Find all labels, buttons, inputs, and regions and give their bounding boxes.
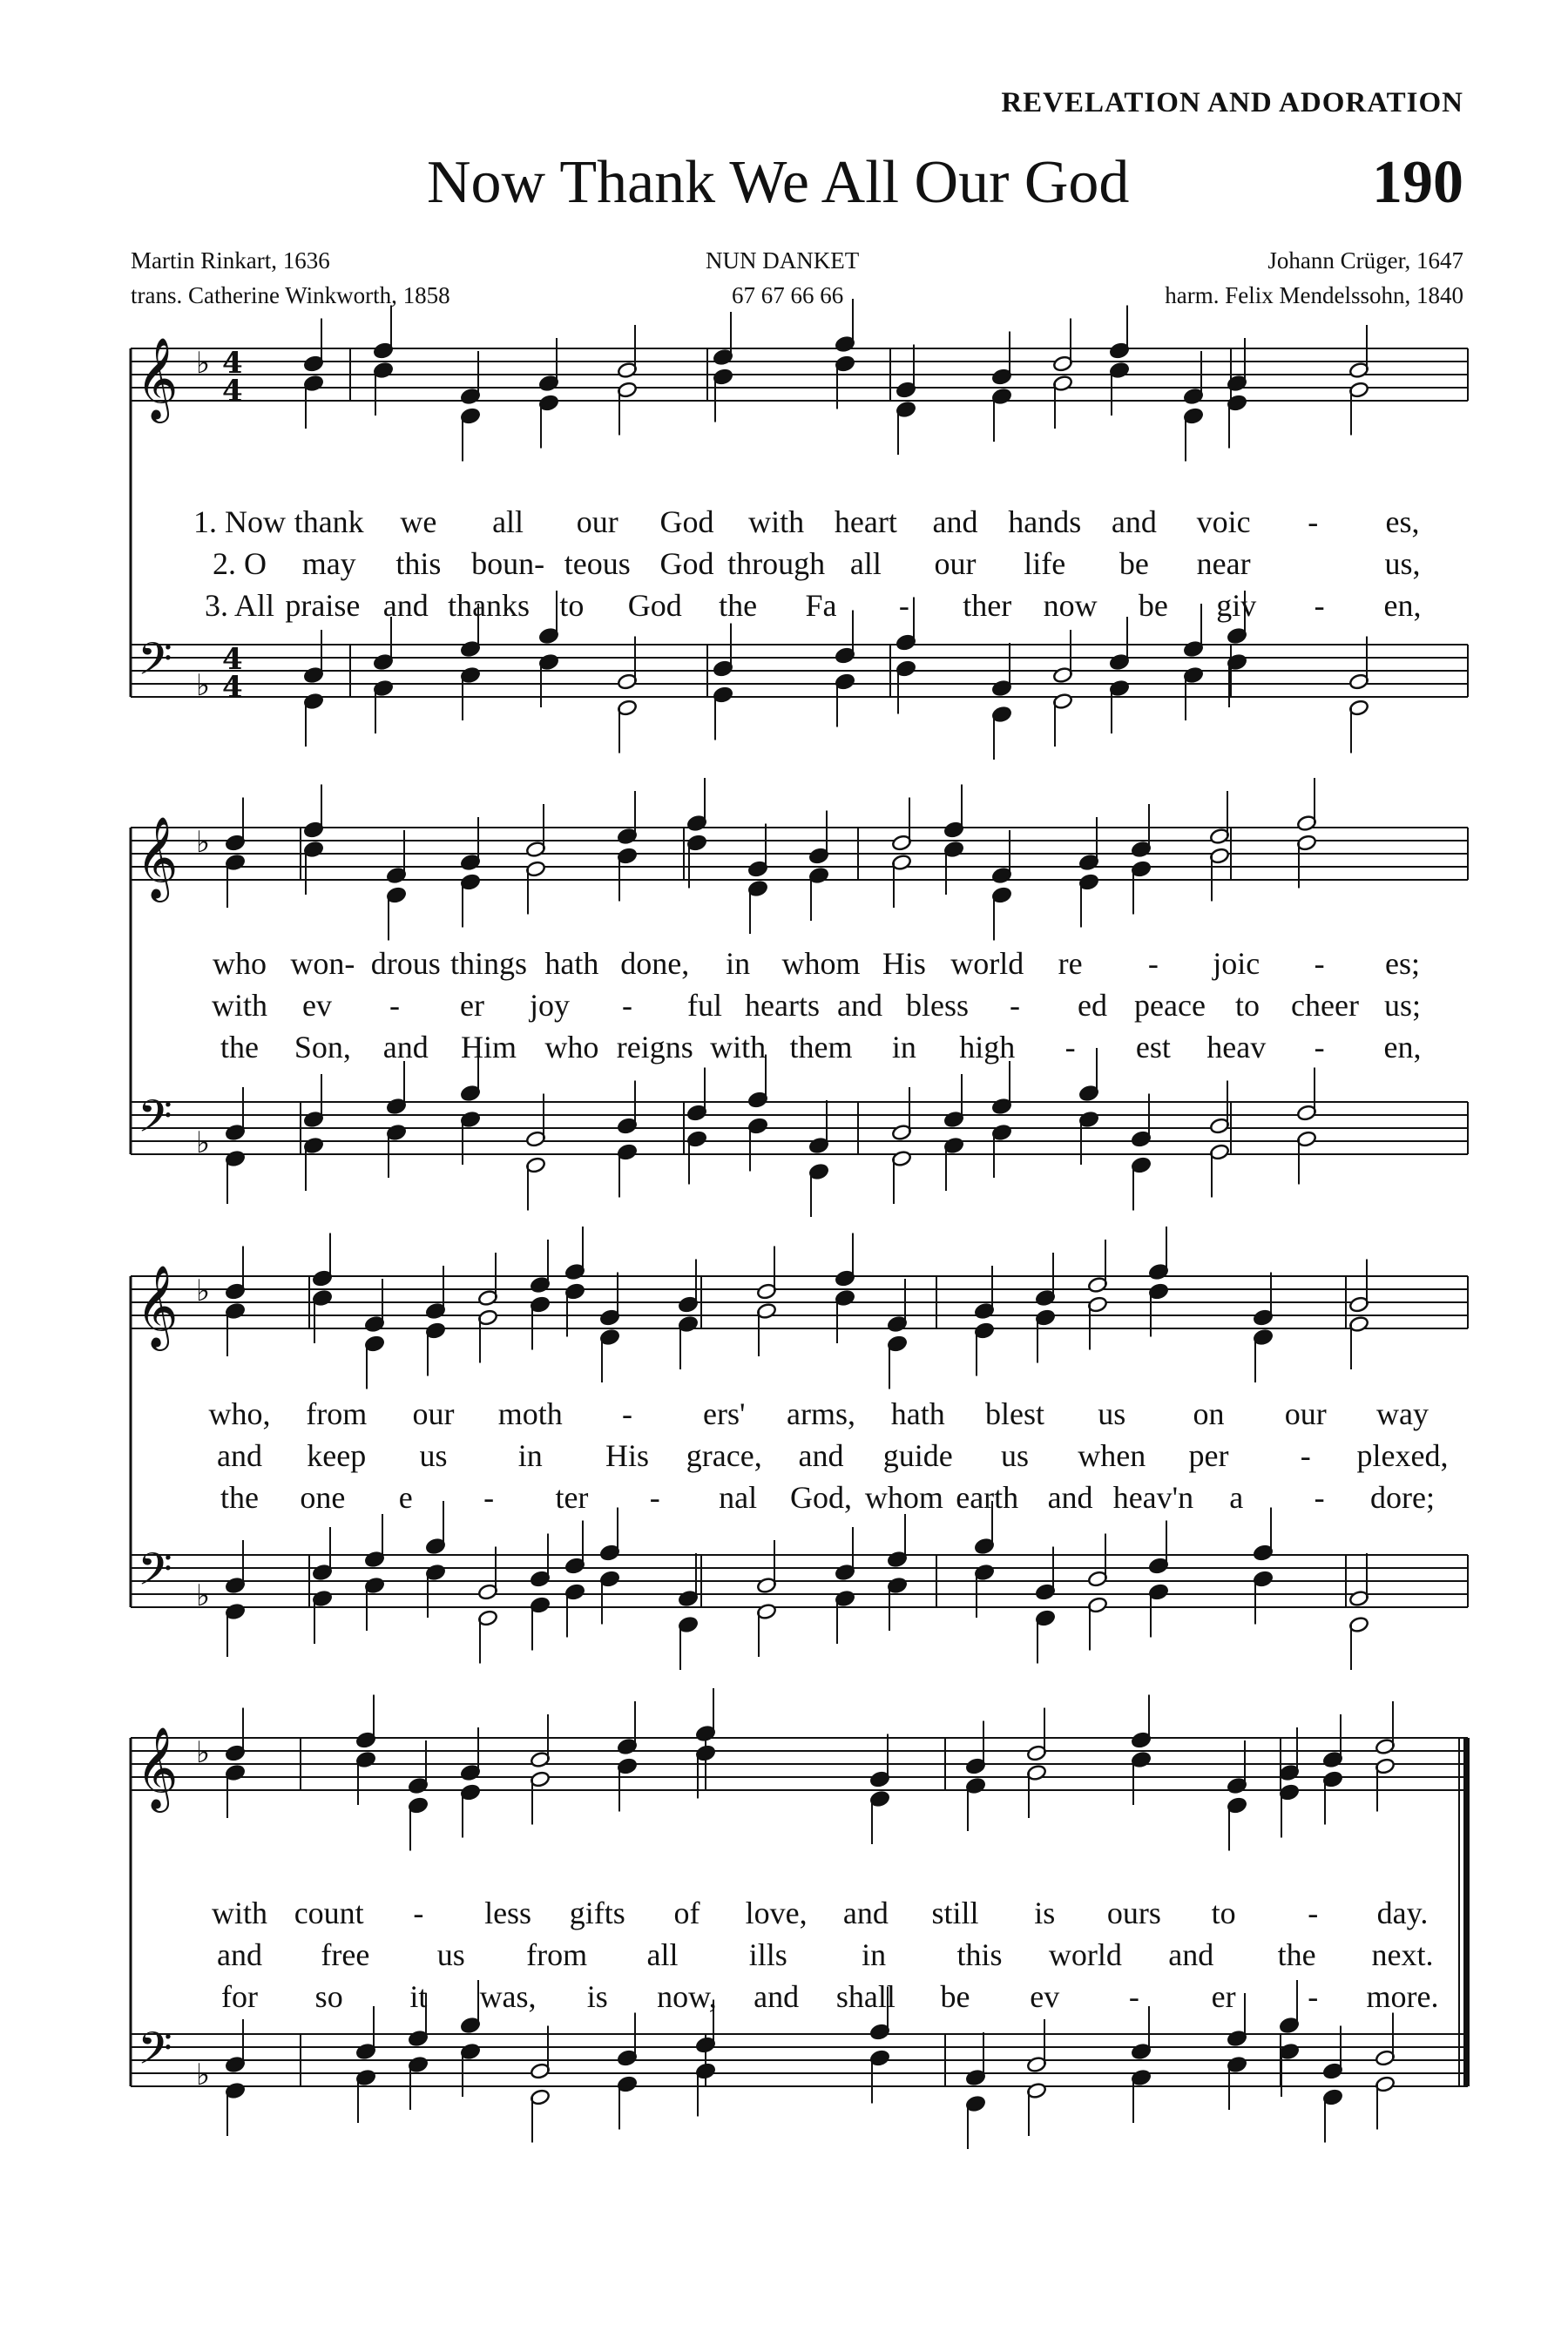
lyric-syllable: hearts xyxy=(745,988,820,1023)
lyric-syllable: whom xyxy=(781,946,861,981)
lyric-syllable: be xyxy=(1138,588,1168,623)
harmonizer: harm. Felix Mendelssohn, 1840 xyxy=(1165,282,1463,308)
treble-clef-icon: 𝄞 xyxy=(136,337,179,420)
lyric-syllable: in xyxy=(726,946,751,981)
lyric-syllable: the xyxy=(220,1030,259,1064)
lyric-syllable: and xyxy=(932,504,978,539)
lyric-syllable: - xyxy=(1308,1896,1319,1930)
lyric-syllable: blest xyxy=(985,1396,1044,1431)
lyric-syllable: ful xyxy=(687,988,722,1023)
lyric-syllable: and xyxy=(217,1937,262,1972)
treble-clef-icon: 𝄞 xyxy=(136,1265,179,1348)
key-flat-icon: ♭ xyxy=(196,2058,211,2092)
lyric-syllable: with xyxy=(211,988,268,1023)
lyric-syllable: our xyxy=(934,546,977,581)
lyric-syllable: and xyxy=(837,988,882,1023)
lyric-syllable: heav xyxy=(1206,1030,1267,1064)
lyric-syllable: 2. O xyxy=(213,546,267,581)
lyric-syllable: - xyxy=(622,988,632,1023)
lyric-syllable: in xyxy=(891,1030,916,1064)
lyric-syllable: to xyxy=(1211,1896,1236,1930)
lyric-syllable: ers' xyxy=(703,1396,746,1431)
lyric-syllable: our xyxy=(412,1396,455,1431)
lyric-syllable: the xyxy=(1277,1937,1316,1972)
lyric-syllable: who xyxy=(213,946,267,981)
lyric-syllable: ev xyxy=(1030,1979,1060,2014)
lyric-syllable: en, xyxy=(1383,1030,1422,1064)
lyric-syllable: the xyxy=(719,588,758,623)
lyric-syllable: ed xyxy=(1078,988,1107,1023)
lyric-syllable: shall xyxy=(835,1979,896,2014)
lyric-syllable: in xyxy=(862,1937,887,1972)
treble-clef-icon: 𝄞 xyxy=(136,816,179,899)
key-flat-icon: ♭ xyxy=(196,1274,211,1308)
lyric-syllable: bless xyxy=(906,988,969,1023)
lyric-syllable: joic xyxy=(1213,946,1260,981)
lyric-syllable: may xyxy=(301,546,356,581)
lyric-syllable: hath xyxy=(544,946,599,981)
lyric-syllable: and xyxy=(217,1438,262,1473)
lyric-syllable: now xyxy=(1043,588,1098,623)
lyric-syllable: peace xyxy=(1134,988,1206,1023)
lyric-syllable: - xyxy=(389,988,400,1023)
lyric-syllable: hands xyxy=(1008,504,1082,539)
lyric-syllable: us; xyxy=(1383,988,1422,1023)
key-flat-icon: ♭ xyxy=(196,825,211,860)
lyric-syllable: our xyxy=(576,504,618,539)
lyric-syllable: - xyxy=(1128,1979,1139,2014)
translator: trans. Catherine Winkworth, 1858 xyxy=(131,282,450,308)
lyric-syllable: es, xyxy=(1385,504,1420,539)
lyric-syllable: - xyxy=(1064,1030,1076,1064)
final-barline-thick xyxy=(1463,1738,1470,2086)
hymn-title: Now Thank We All Our God xyxy=(427,149,1130,216)
lyric-syllable: re xyxy=(1058,946,1083,981)
bass-clef-icon: 𝄢 xyxy=(138,1543,172,1606)
lyric-syllable: and xyxy=(798,1438,844,1473)
lyric-syllable: in xyxy=(517,1438,543,1473)
lyric-syllable: God xyxy=(627,588,682,623)
lyric-syllable: es; xyxy=(1385,946,1420,981)
lyric-syllable: who, xyxy=(208,1396,271,1431)
lyric-syllable: all xyxy=(492,504,524,539)
lyric-syllable: - xyxy=(622,1396,632,1431)
lyric-syllable: nal xyxy=(719,1480,758,1515)
lyric-syllable: Fa xyxy=(805,588,837,623)
time-signature: 4 xyxy=(222,374,243,409)
lyric-syllable: God xyxy=(659,546,714,581)
time-signature: 4 xyxy=(222,346,243,381)
lyric-syllable: - xyxy=(1314,1030,1325,1064)
lyric-syllable: them xyxy=(789,1030,853,1064)
lyric-syllable: Him xyxy=(461,1030,517,1064)
lyric-syllable: - xyxy=(898,588,909,623)
lyric-syllable: - xyxy=(1314,946,1325,981)
lyric-syllable: us xyxy=(436,1937,465,1972)
lyric-syllable: arms, xyxy=(787,1396,855,1431)
lyric-syllable: - xyxy=(1308,504,1319,539)
bass-clef-icon: 𝄢 xyxy=(138,1090,172,1153)
lyric-syllable: God, xyxy=(790,1480,852,1515)
lyric-syllable: drous xyxy=(370,946,441,981)
lyric-syllable: 3. All xyxy=(204,588,275,623)
lyric-syllable: er xyxy=(460,988,484,1023)
lyric-syllable: from xyxy=(306,1396,368,1431)
key-flat-icon: ♭ xyxy=(196,1578,211,1613)
lyric-syllable: - xyxy=(1314,1480,1325,1515)
lyric-syllable: the xyxy=(220,1480,259,1515)
lyric-syllable: cheer xyxy=(1291,988,1359,1023)
lyric-syllable: teous xyxy=(564,546,631,581)
lyric-syllable: is xyxy=(586,1979,608,2014)
lyric-syllable: - xyxy=(1010,988,1020,1023)
lyric-syllable: this xyxy=(956,1937,1003,1972)
lyric-syllable: and xyxy=(754,1979,800,2014)
lyric-syllable: Son, xyxy=(294,1030,351,1064)
lyric-syllable: per xyxy=(1188,1438,1229,1473)
lyric-syllable: it xyxy=(409,1979,428,2014)
lyric-syllable: dore; xyxy=(1370,1480,1435,1515)
lyric-syllable: earth xyxy=(956,1480,1019,1515)
lyric-syllable: moth xyxy=(497,1396,563,1431)
lyric-syllable: high xyxy=(959,1030,1016,1064)
lyric-syllable: en, xyxy=(1383,588,1422,623)
lyric-syllable: still xyxy=(931,1896,979,1930)
lyric-syllable: and xyxy=(382,588,429,623)
lyric-syllable: a xyxy=(1229,1480,1244,1515)
lyric-syllable: be xyxy=(1119,546,1149,581)
treble-clef-icon: 𝄞 xyxy=(136,1727,179,1809)
lyric-syllable: this xyxy=(395,546,442,581)
lyric-syllable: voic xyxy=(1196,504,1251,539)
lyric-syllable: er xyxy=(1211,1979,1236,2014)
time-signature: 4 xyxy=(222,670,243,705)
lyric-syllable: thank xyxy=(294,504,364,539)
lyric-syllable: done, xyxy=(620,946,690,981)
lyric-syllable: of xyxy=(673,1896,700,1930)
lyric-syllable: free xyxy=(321,1937,370,1972)
lyric-syllable: ours xyxy=(1106,1896,1161,1930)
lyric-syllable: be xyxy=(940,1979,970,2014)
lyric-syllable: to xyxy=(559,588,585,623)
time-signature: 4 xyxy=(222,642,243,677)
lyric-syllable: we xyxy=(400,504,437,539)
lyric-syllable: boun- xyxy=(471,546,545,581)
lyric-syllable: world xyxy=(1048,1937,1122,1972)
lyric-syllable: when xyxy=(1078,1438,1146,1473)
lyric-syllable: to xyxy=(1234,988,1260,1023)
lyric-syllable: with xyxy=(748,504,805,539)
lyric-syllable: us xyxy=(1098,1396,1126,1431)
lyric-syllable: giv xyxy=(1216,588,1257,623)
lyric-syllable: us xyxy=(419,1438,448,1473)
lyric-syllable: God xyxy=(659,504,714,539)
lyric-syllable: our xyxy=(1284,1396,1327,1431)
lyric-syllable: - xyxy=(1308,1979,1319,2014)
composer: Johann Crüger, 1647 xyxy=(1267,247,1463,274)
text-author: Martin Rinkart, 1636 xyxy=(131,247,330,274)
lyric-syllable: - xyxy=(413,1896,424,1930)
lyric-syllable: ills xyxy=(748,1937,787,1972)
lyric-syllable: love, xyxy=(745,1896,808,1930)
bass-clef-icon: 𝄢 xyxy=(138,632,172,696)
lyric-syllable: and xyxy=(842,1896,889,1930)
lyric-syllable: all xyxy=(849,546,882,581)
lyric-syllable: - xyxy=(1147,946,1159,981)
lyric-syllable: life xyxy=(1024,546,1066,581)
lyric-syllable: - xyxy=(1314,588,1325,623)
lyric-syllable: e xyxy=(398,1480,413,1515)
lyric-syllable: from xyxy=(526,1937,588,1972)
lyric-syllable: less xyxy=(484,1896,532,1930)
lyric-syllable: and xyxy=(1047,1480,1093,1515)
lyric-syllable: on xyxy=(1193,1396,1225,1431)
lyric-syllable: - xyxy=(1300,1438,1311,1473)
lyric-syllable: plexed, xyxy=(1356,1438,1449,1473)
lyric-syllable: next. xyxy=(1371,1937,1434,1972)
lyric-syllable: through xyxy=(727,546,826,581)
lyric-syllable: all xyxy=(646,1937,679,1972)
lyric-syllable: day. xyxy=(1376,1896,1429,1930)
lyric-syllable: way xyxy=(1376,1396,1429,1431)
section-label: REVELATION AND ADORATION xyxy=(1001,87,1463,118)
lyric-syllable: and xyxy=(1111,504,1157,539)
lyric-syllable: ther xyxy=(963,588,1012,623)
lyric-syllable: thanks xyxy=(448,588,531,623)
lyric-syllable: near xyxy=(1196,546,1251,581)
lyric-syllable: so xyxy=(314,1979,343,2014)
lyric-syllable: was, xyxy=(479,1979,537,2014)
lyric-syllable: with xyxy=(211,1896,268,1930)
lyric-syllable: who xyxy=(544,1030,599,1064)
lyric-syllable: praise xyxy=(285,588,361,623)
lyric-syllable: ev xyxy=(302,988,332,1023)
lyric-syllable: grace, xyxy=(686,1438,762,1473)
lyric-syllable: world xyxy=(950,946,1024,981)
lyric-syllable: keep xyxy=(307,1438,367,1473)
lyric-syllable: count xyxy=(294,1896,364,1930)
lyric-syllable: heart xyxy=(834,504,897,539)
lyric-syllable: reigns xyxy=(616,1030,693,1064)
lyric-syllable: 1. Now xyxy=(193,504,286,539)
lyric-syllable: more. xyxy=(1366,1979,1439,2014)
lyric-syllable: one xyxy=(300,1480,346,1515)
lyric-syllable: hath xyxy=(890,1396,945,1431)
lyric-syllable: us xyxy=(1000,1438,1030,1473)
lyric-syllable: us, xyxy=(1384,546,1421,581)
lyric-syllable: - xyxy=(483,1480,495,1515)
hymn-number: 190 xyxy=(1372,149,1463,216)
tune-name: NUN DANKET xyxy=(706,247,860,274)
lyric-syllable: heav'n xyxy=(1112,1480,1194,1515)
lyric-syllable: and xyxy=(1168,1937,1214,1972)
lyric-syllable: joy xyxy=(529,988,571,1023)
lyric-syllable: His xyxy=(882,946,926,981)
lyric-syllable: gifts xyxy=(569,1896,625,1930)
key-flat-icon: ♭ xyxy=(196,1735,211,1770)
lyric-syllable: - xyxy=(649,1480,660,1515)
key-flat-icon: ♭ xyxy=(196,668,211,703)
lyric-syllable: ter xyxy=(555,1480,589,1515)
lyric-syllable: with xyxy=(710,1030,767,1064)
lyric-syllable: won- xyxy=(290,946,355,981)
lyric-syllable: whom xyxy=(864,1480,943,1515)
lyric-syllable: guide xyxy=(882,1438,953,1473)
lyric-syllable: and xyxy=(382,1030,429,1064)
lyric-syllable: His xyxy=(605,1438,650,1473)
key-flat-icon: ♭ xyxy=(196,346,211,381)
lyric-syllable: for xyxy=(221,1979,258,2014)
meter: 67 67 66 66 xyxy=(732,282,844,308)
lyric-syllable: things xyxy=(450,946,528,981)
lyric-syllable: est xyxy=(1135,1030,1171,1064)
lyric-syllable: is xyxy=(1034,1896,1056,1930)
lyric-syllable: now, xyxy=(657,1979,717,2014)
bass-clef-icon: 𝄢 xyxy=(138,2022,172,2085)
key-flat-icon: ♭ xyxy=(196,1125,211,1160)
